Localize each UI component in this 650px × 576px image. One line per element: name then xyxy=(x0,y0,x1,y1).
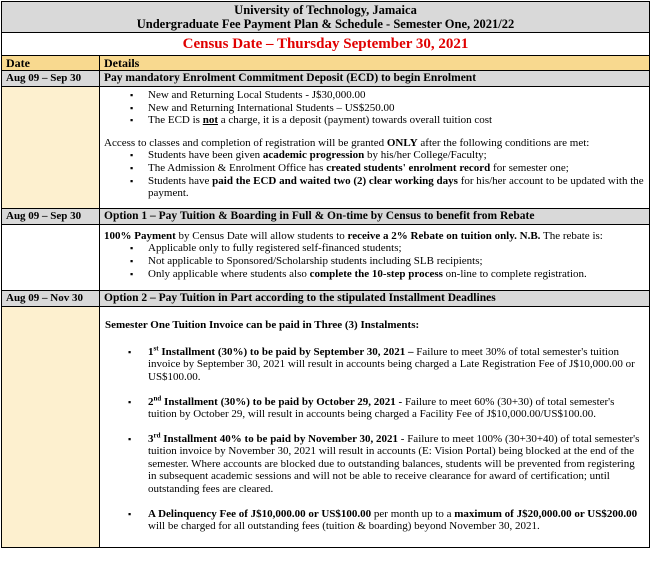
bullet-icon: ▪ xyxy=(130,255,134,266)
bullet-icon: ▪ xyxy=(128,508,132,519)
title-line-1: University of Technology, Jamaica xyxy=(234,3,417,17)
bullet-icon: ▪ xyxy=(130,268,134,279)
bullet-icon: ▪ xyxy=(130,162,134,173)
list-item: ▪ The Admission & Enrolment Office has created students' enrolment record for semester one; xyxy=(130,161,569,174)
section-heading: Option 1 – Pay Tuition & Boarding in Full & On-time by Census to benefit from Rebate xyxy=(100,208,650,224)
bullet-icon: ▪ xyxy=(130,243,134,254)
instalments-intro: Semester One Tuition Invoice can be paid in Three (3) Instalments: xyxy=(105,319,420,332)
census-date: Census Date – Thursday September 30, 2021 xyxy=(2,33,650,56)
list-item: ▪ The ECD is not a charge, it is a deposit (payment) towards overall tuition cost xyxy=(130,114,493,127)
access-paragraph: Access to classes and completion of registration will be granted ONLY after the following conditions are met: xyxy=(104,136,590,149)
section-details xyxy=(100,224,650,290)
header-date: Date xyxy=(2,56,100,71)
date-cell xyxy=(2,307,100,548)
installment-item: ▪ 1st Installment (30%) to be paid by September 30, 2021 – Failure to meet 30% of total semester's tuition invoice by September 30, 2021 will result in accounts being charged a Late Registration Fee of J$10,000.00 or US$100.00. xyxy=(128,344,635,383)
list-item: ▪ Only applicable where students also complete the 10-step process on-line to complete registration. xyxy=(130,267,587,280)
section-details xyxy=(100,307,650,548)
installment-item: ▪ 2nd Installment (30%) to be paid by October 29, 2021 - Failure to meet 60% (30+30) of total semester's tuition by October 29, will result in accounts being charged a Facility Fee of J$10,000.00/US$100.00. xyxy=(128,393,615,421)
bullet-icon: ▪ xyxy=(130,102,134,113)
column-header-row xyxy=(2,56,650,71)
list-item: ▪ New and Returning International Students – US$250.00 xyxy=(130,101,395,114)
date-cell xyxy=(2,224,100,290)
list-item: ▪ Not applicable to Sponsored/Scholarship students including SLB recipients; xyxy=(130,254,483,267)
fee-payment-table xyxy=(1,1,650,548)
bullet-icon: ▪ xyxy=(128,433,132,444)
section-ecd-body-row xyxy=(2,87,650,209)
bullet-icon: ▪ xyxy=(130,175,134,186)
section-ecd-heading-row xyxy=(2,71,650,87)
rebate-paragraph: 100% Payment by Census Date will allow students to receive a 2% Rebate on tuition only. N.B. The rebate is: xyxy=(104,229,603,242)
installment-item: ▪ A Delinquency Fee of J$10,000.00 or US$100.00 per month up to a maximum of J$20,000.00 or US$200.00 will be charged for all outstanding fees (tuition & boarding) beyond November 30, 2021. xyxy=(128,507,638,533)
bullet-icon: ▪ xyxy=(128,346,132,357)
section-date: Aug 09 – Sep 30 xyxy=(2,208,100,224)
section-heading: Option 2 – Pay Tuition in Part according to the stipulated Installment Deadlines xyxy=(100,291,650,307)
section-date: Aug 09 – Nov 30 xyxy=(2,291,100,307)
document-title xyxy=(2,2,650,33)
section-option1-heading-row xyxy=(2,208,650,224)
section-option2-body-row xyxy=(2,307,650,548)
date-cell xyxy=(2,87,100,209)
bullet-icon: ▪ xyxy=(130,150,134,161)
section-option2-heading-row xyxy=(2,291,650,307)
list-item: ▪ New and Returning Local Students - J$30,000.00 xyxy=(130,89,366,101)
header-details: Details xyxy=(100,56,650,71)
section-option1-body-row xyxy=(2,224,650,290)
section-date: Aug 09 – Sep 30 xyxy=(2,71,100,87)
bullet-icon: ▪ xyxy=(128,396,132,407)
section-heading: Pay mandatory Enrolment Commitment Deposit (ECD) to begin Enrolment xyxy=(100,71,650,87)
bullet-icon: ▪ xyxy=(130,90,134,100)
title-line-2: Undergraduate Fee Payment Plan & Schedule - Semester One, 2021/22 xyxy=(136,17,515,31)
list-item: ▪ Students have paid the ECD and waited two (2) clear working days for his/her account to be updated with the payment. xyxy=(130,174,644,200)
list-item: ▪ Students have been given academic progression by his/her College/Faculty; xyxy=(130,149,487,162)
bullet-icon: ▪ xyxy=(130,115,134,126)
installment-item: ▪ 3rd Installment 40% to be paid by November 30, 2021 - Failure to meet 100% (30+30+40) of total semester's tuition invoice by November 30, 2021 will result in accounts (E: Vision Portal) being blocked at the end of the semester. Where accounts are blocked due to outstanding balances, students will be prevented from registering in subsequent academic sessions and will not be able to receive clearance for award of certification; until outstanding fees are cleared. xyxy=(128,431,640,496)
section-details xyxy=(100,87,650,209)
list-item: ▪ Applicable only to fully registered self-financed students; xyxy=(130,242,402,255)
